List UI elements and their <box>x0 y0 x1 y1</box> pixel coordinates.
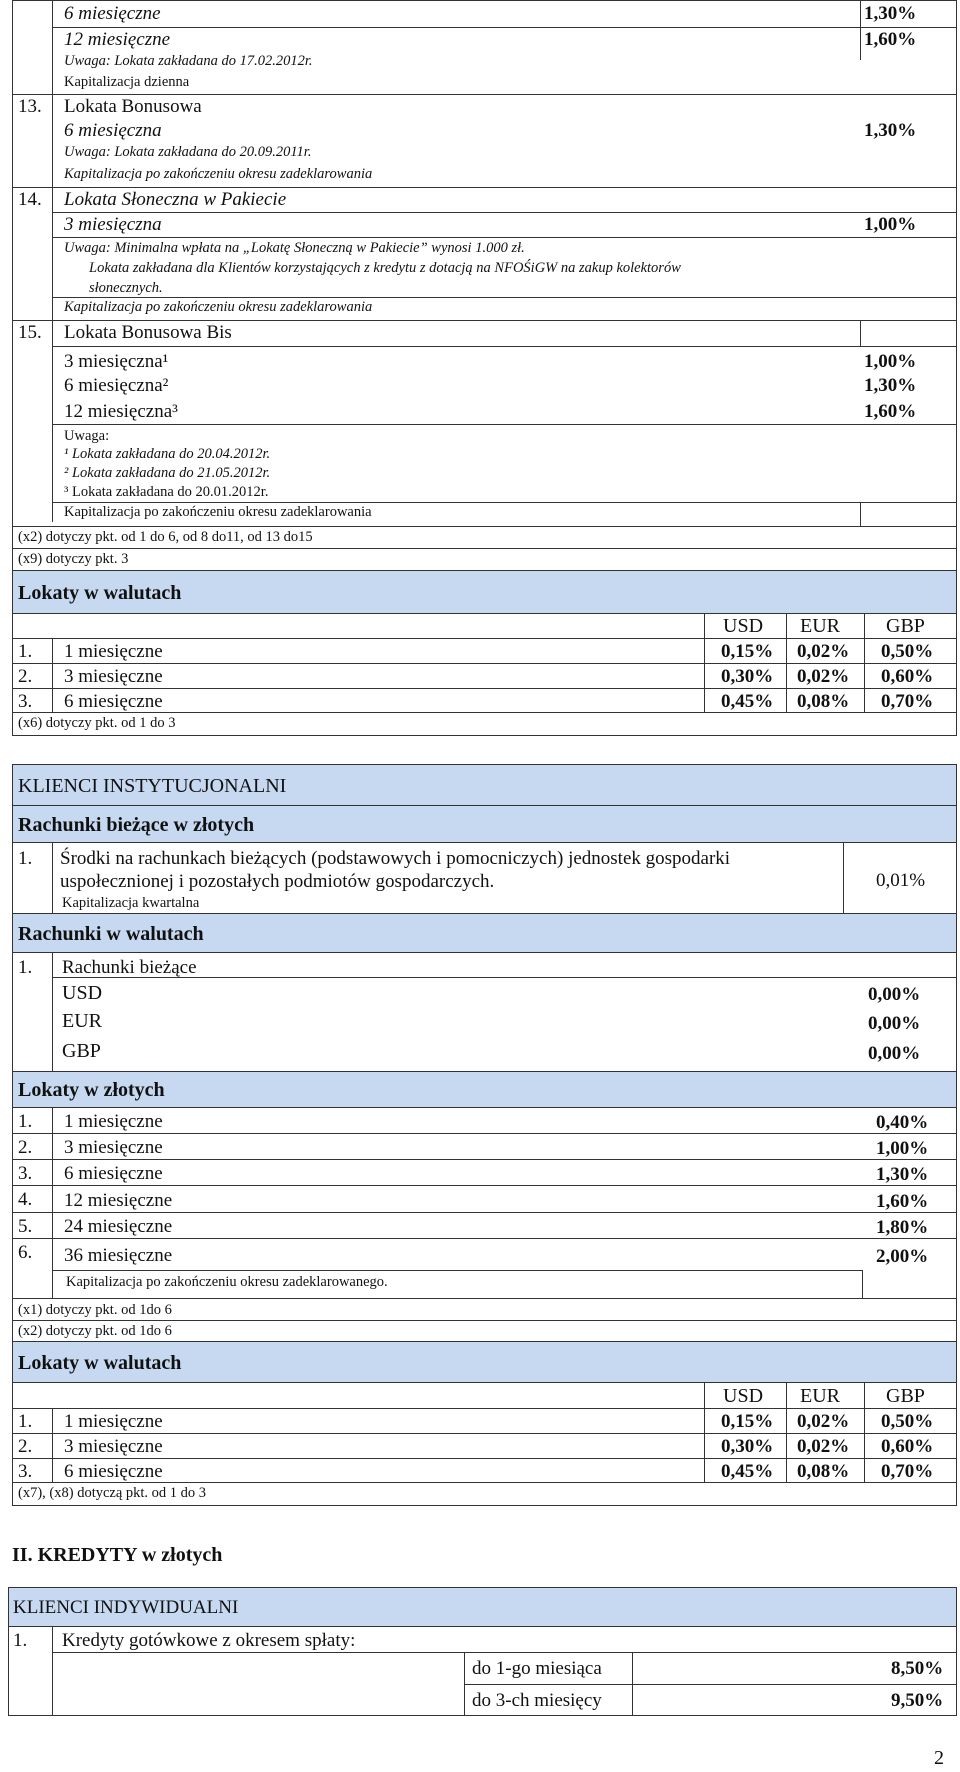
row-rate: 0,00% <box>868 984 921 1005</box>
row-rate: 1,80% <box>876 1217 929 1238</box>
row-number: 1. <box>13 1630 28 1651</box>
column-header-gbp: GBP <box>886 1385 925 1407</box>
capitalization: Kapitalizacja po zakończeniu okresu zadeklarowanego. <box>66 1274 388 1290</box>
row-rate: 1,60% <box>864 29 917 50</box>
row-label: Środki na rachunkach bieżących (podstawowych i pomocniczych) jednostek gospodarki <box>60 848 731 869</box>
row-number: 4. <box>18 1189 33 1210</box>
rate-usd: 0,30% <box>721 1436 774 1457</box>
rate-eur: 0,02% <box>797 641 850 662</box>
footnote: (x9) dotyczy pkt. 3 <box>18 551 129 567</box>
rate-gbp: 0,50% <box>881 641 934 662</box>
note: ¹ Lokata zakładana do 20.04.2012r. <box>64 446 271 462</box>
row-label: Rachunki bieżące <box>62 957 197 978</box>
capitalization: Kapitalizacja po zakończeniu okresu zadeklarowania <box>64 504 372 520</box>
row-rate: 0,00% <box>868 1043 921 1064</box>
rate-gbp: 0,60% <box>881 666 934 687</box>
item-number: 13. <box>18 96 42 117</box>
row-rate: 2,00% <box>876 1246 929 1267</box>
row-number: 5. <box>18 1216 33 1237</box>
rate-eur: 0,02% <box>797 1411 850 1432</box>
row-number: 2. <box>18 666 33 687</box>
note: Uwaga: Minimalna wpłata na „Lokatę Słoneczną w Pakiecie” wynosi 1.000 zł. <box>64 240 525 256</box>
note-heading: Uwaga: <box>64 428 110 444</box>
subsection-title: Rachunki w walutach <box>18 923 204 945</box>
row-label: 12 miesięczne <box>64 29 171 50</box>
currency-label: EUR <box>62 1010 102 1032</box>
capitalization: Kapitalizacja po zakończeniu okresu zadeklarowania <box>64 299 373 315</box>
row-label: 6 miesięczne <box>64 1163 163 1184</box>
row-label: 36 miesięczne <box>64 1245 173 1266</box>
capitalization: Kapitalizacja dzienna <box>64 74 190 90</box>
row-label: 24 miesięczne <box>64 1216 173 1237</box>
note: słonecznych. <box>89 280 163 296</box>
rate-eur: 0,08% <box>797 1461 850 1482</box>
row-rate: 0,40% <box>876 1112 929 1133</box>
column-header-usd: USD <box>723 1385 764 1407</box>
rate-gbp: 0,60% <box>881 1436 934 1457</box>
row-label: 12 miesięczna³ <box>64 401 178 422</box>
currency-label: GBP <box>62 1040 101 1062</box>
footnote: (x6) dotyczy pkt. od 1 do 3 <box>18 715 176 731</box>
item-title: Lokata Bonusowa Bis <box>64 322 232 343</box>
row-number: 1. <box>18 641 33 662</box>
row-label: 3 miesięczna <box>64 214 162 235</box>
rate-eur: 0,02% <box>797 1436 850 1457</box>
rate-gbp: 0,70% <box>881 1461 934 1482</box>
note: ³ Lokata zakładana do 20.01.2012r. <box>64 484 269 500</box>
column-header-eur: EUR <box>800 615 840 637</box>
row-rate: 1,60% <box>864 401 917 422</box>
rate-usd: 0,15% <box>721 1411 774 1432</box>
row-label: 6 miesięczne <box>64 1461 163 1482</box>
rate-eur: 0,02% <box>797 666 850 687</box>
section-title: Lokaty w walutach <box>18 582 182 604</box>
repayment-period: do 3-ch miesięcy <box>472 1690 602 1711</box>
row-rate: 1,30% <box>864 375 917 396</box>
row-label: 6 miesięczna² <box>64 375 169 396</box>
row-label: 6 miesięczne <box>64 3 161 24</box>
footnote: (x7), (x8) dotyczą pkt. od 1 do 3 <box>18 1485 207 1501</box>
row-label: 3 miesięczne <box>64 1137 163 1158</box>
row-number: 1. <box>18 1411 33 1432</box>
capitalization: Kapitalizacja kwartalna <box>62 895 200 911</box>
row-number: 6. <box>18 1242 33 1263</box>
row-label: Kredyty gotówkowe z okresem spłaty: <box>62 1630 356 1651</box>
row-rate: 0,01% <box>876 870 926 891</box>
row-rate: 1,00% <box>864 351 917 372</box>
row-label: 12 miesięczne <box>64 1190 173 1211</box>
column-header-usd: USD <box>723 615 764 637</box>
row-number: 1. <box>18 848 33 869</box>
row-label: 6 miesięczna <box>64 120 162 141</box>
row-rate: 1,60% <box>876 1191 929 1212</box>
repayment-period: do 1-go miesiąca <box>472 1658 602 1679</box>
row-number: 2. <box>18 1436 33 1457</box>
subsection-title: Lokaty w złotych <box>18 1079 165 1101</box>
item-number: 15. <box>18 322 42 343</box>
rate-usd: 0,30% <box>721 666 774 687</box>
row-label: uspołecznionej i pozostałych podmiotów gospodarczych. <box>60 871 495 892</box>
note: Uwaga: Lokata zakładana do 17.02.2012r. <box>64 53 313 69</box>
row-rate: 1,00% <box>864 214 917 235</box>
row-label: 3 miesięczna¹ <box>64 351 169 372</box>
row-number: 2. <box>18 1137 33 1158</box>
row-label: 1 miesięczne <box>64 1411 163 1432</box>
row-label: 6 miesięczne <box>64 691 163 712</box>
footnote: (x1) dotyczy pkt. od 1do 6 <box>18 1302 172 1318</box>
row-label: 3 miesięczne <box>64 666 163 687</box>
section-title: KLIENCI INSTYTUCJONALNI <box>18 775 287 797</box>
footnote: (x2) dotyczy pkt. od 1do 6 <box>18 1323 172 1339</box>
rate-usd: 0,45% <box>721 1461 774 1482</box>
row-rate: 1,30% <box>864 120 917 141</box>
column-header-gbp: GBP <box>886 615 925 637</box>
row-number: 1. <box>18 957 33 978</box>
note: ² Lokata zakładana do 21.05.2012r. <box>64 465 271 481</box>
row-number: 3. <box>18 1163 33 1184</box>
row-rate: 1,00% <box>876 1138 929 1159</box>
footnote: (x2) dotyczy pkt. od 1 do 6, od 8 do11, od 13 do15 <box>18 529 313 545</box>
row-rate: 0,00% <box>868 1013 921 1034</box>
subsection-title: Rachunki bieżące w złotych <box>18 814 255 836</box>
row-number: 1. <box>18 1111 33 1132</box>
section-title: KLIENCI INDYWIDUALNI <box>13 1597 239 1618</box>
credit-rate: 9,50% <box>891 1690 944 1711</box>
row-label: 3 miesięczne <box>64 1436 163 1457</box>
item-title: Lokata Słoneczna w Pakiecie <box>64 189 287 210</box>
rate-usd: 0,45% <box>721 691 774 712</box>
row-label: 1 miesięczne <box>64 641 163 662</box>
row-rate: 1,30% <box>876 1164 929 1185</box>
row-rate: 1,30% <box>864 3 917 24</box>
row-number: 3. <box>18 1461 33 1482</box>
rate-eur: 0,08% <box>797 691 850 712</box>
capitalization: Kapitalizacja po zakończeniu okresu zadeklarowania <box>64 166 373 182</box>
section-heading: II. KREDYTY w złotych <box>12 1544 223 1566</box>
column-header-eur: EUR <box>800 1385 840 1407</box>
currency-label: USD <box>62 982 103 1004</box>
subsection-title: Lokaty w walutach <box>18 1352 182 1374</box>
row-label: 1 miesięczne <box>64 1111 163 1132</box>
note: Uwaga: Lokata zakładana do 20.09.2011r. <box>64 144 312 160</box>
rate-usd: 0,15% <box>721 641 774 662</box>
note: Lokata zakładana dla Klientów korzystających z kredytu z dotacją na NFOŚiGW na zakup kolektorów <box>89 260 681 276</box>
item-number: 14. <box>18 189 42 210</box>
row-number: 3. <box>18 691 33 712</box>
credit-rate: 8,50% <box>891 1658 944 1679</box>
rate-gbp: 0,70% <box>881 691 934 712</box>
page-number: 2 <box>934 1747 944 1769</box>
item-title: Lokata Bonusowa <box>64 96 202 117</box>
rate-gbp: 0,50% <box>881 1411 934 1432</box>
